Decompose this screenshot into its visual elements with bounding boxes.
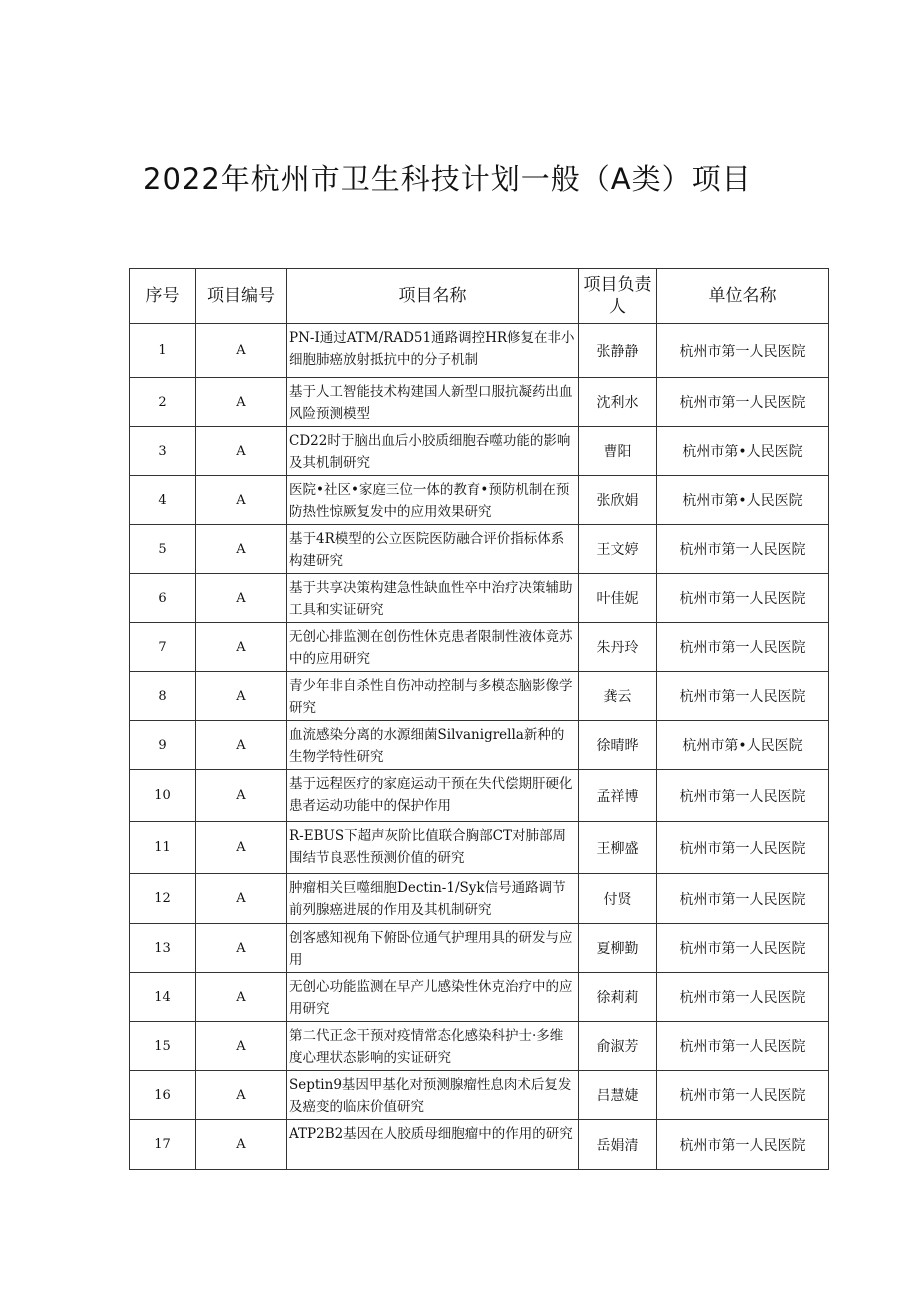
row-org: 杭州市第一人民医院 xyxy=(657,874,829,924)
row-leader: 付贤 xyxy=(579,874,657,924)
row-code: A xyxy=(196,721,287,770)
page-title: 2022年杭州市卫生科技计划一般（A类）项目 xyxy=(143,162,752,196)
row-code: A xyxy=(196,770,287,822)
row-name: 青少年非自杀性自伤冲动控制与多模态脑影像学研究 xyxy=(287,672,579,721)
row-index: 15 xyxy=(130,1022,196,1071)
table-row xyxy=(130,924,829,973)
row-leader: 张欣娟 xyxy=(579,476,657,525)
row-code: A xyxy=(196,378,287,427)
row-org: 杭州市第•人民医院 xyxy=(657,476,829,525)
row-leader: 岳娟清 xyxy=(579,1120,657,1170)
row-code: A xyxy=(196,427,287,476)
row-leader: 龚云 xyxy=(579,672,657,721)
row-leader: 王文婷 xyxy=(579,525,657,574)
row-leader: 叶佳妮 xyxy=(579,574,657,623)
row-name: 创客感知视角下俯卧位通气护理用具的研发与应用 xyxy=(287,924,579,973)
row-leader: 王柳盛 xyxy=(579,822,657,874)
header-code: 项目编号 xyxy=(196,269,287,324)
row-name: 基于共享决策构建急性缺血性卒中治疗决策辅助工具和实证研究 xyxy=(287,574,579,623)
row-org: 杭州市第一人民医院 xyxy=(657,574,829,623)
row-leader: 朱丹玲 xyxy=(579,623,657,672)
row-org: 杭州市第一人民医院 xyxy=(657,1071,829,1120)
row-org: 杭州市第一人民医院 xyxy=(657,822,829,874)
table-row xyxy=(130,427,829,476)
table-row xyxy=(130,525,829,574)
row-index: 10 xyxy=(130,770,196,822)
row-index: 6 xyxy=(130,574,196,623)
row-index: 11 xyxy=(130,822,196,874)
row-leader: 曹阳 xyxy=(579,427,657,476)
table-row xyxy=(130,874,829,924)
row-index: 7 xyxy=(130,623,196,672)
row-index: 3 xyxy=(130,427,196,476)
row-org: 杭州市第一人民医院 xyxy=(657,973,829,1022)
row-org: 杭州市第•人民医院 xyxy=(657,427,829,476)
row-index: 5 xyxy=(130,525,196,574)
row-org: 杭州市第一人民医院 xyxy=(657,770,829,822)
row-code: A xyxy=(196,574,287,623)
row-code: A xyxy=(196,476,287,525)
row-leader: 孟祥博 xyxy=(579,770,657,822)
row-code: A xyxy=(196,874,287,924)
table-row xyxy=(130,770,829,822)
table-row xyxy=(130,1022,829,1071)
row-leader: 吕慧婕 xyxy=(579,1071,657,1120)
row-name: 肿瘤相关巨噬细胞Dectin-1/Syk信号通路调节前列腺癌进展的作用及其机制研究 xyxy=(287,874,579,924)
row-name: PN-I通过ATM/RAD51通路调控HR修复在非小细胞肺癌放射抵抗中的分子机制 xyxy=(287,324,579,378)
table-row xyxy=(130,973,829,1022)
row-leader: 夏柳勤 xyxy=(579,924,657,973)
table-row xyxy=(130,1120,829,1170)
row-code: A xyxy=(196,1022,287,1071)
row-code: A xyxy=(196,822,287,874)
table-row xyxy=(130,623,829,672)
row-code: A xyxy=(196,623,287,672)
row-leader: 沈利水 xyxy=(579,378,657,427)
row-leader: 徐莉莉 xyxy=(579,973,657,1022)
row-leader: 俞淑芳 xyxy=(579,1022,657,1071)
table-row xyxy=(130,721,829,770)
table-row xyxy=(130,476,829,525)
header-name: 项目名称 xyxy=(287,269,579,324)
row-leader: 张静静 xyxy=(579,324,657,378)
table-row xyxy=(130,672,829,721)
row-name: Septin9基因甲基化对预测腺瘤性息肉术后复发及癌变的临床价值研究 xyxy=(287,1071,579,1120)
row-index: 17 xyxy=(130,1120,196,1170)
row-org: 杭州市第一人民医院 xyxy=(657,623,829,672)
row-name: CD22时于脑出血后小胶质细胞吞噬功能的影响及其机制研究 xyxy=(287,427,579,476)
row-leader: 徐晴晔 xyxy=(579,721,657,770)
row-name: ATP2B2基因在人胶质母细胞瘤中的作用的研究 xyxy=(287,1120,579,1170)
header-leader: 项目负责人 xyxy=(579,269,657,324)
row-code: A xyxy=(196,324,287,378)
row-name: 血流感染分离的水源细菌Silvanigrella新种的生物学特性研究 xyxy=(287,721,579,770)
row-name: 基于人工智能技术构建国人新型口服抗凝药出血风险预测模型 xyxy=(287,378,579,427)
header-index: 序号 xyxy=(130,269,196,324)
row-code: A xyxy=(196,1120,287,1170)
row-index: 16 xyxy=(130,1071,196,1120)
row-name: 基于4R模型的公立医院医防融合评价指标体系构建研究 xyxy=(287,525,579,574)
row-code: A xyxy=(196,1071,287,1120)
row-code: A xyxy=(196,924,287,973)
project-table xyxy=(129,268,829,1170)
row-org: 杭州市第一人民医院 xyxy=(657,525,829,574)
row-org: 杭州市第一人民医院 xyxy=(657,324,829,378)
header-org: 单位名称 xyxy=(657,269,829,324)
table-header-row xyxy=(130,269,829,324)
row-name: R-EBUS下超声灰阶比值联合胸部CT对肺部周围结节良恶性预测价值的研究 xyxy=(287,822,579,874)
row-name: 无创心功能监测在早产儿感染性休克治疗中的应用研究 xyxy=(287,973,579,1022)
row-index: 4 xyxy=(130,476,196,525)
row-index: 14 xyxy=(130,973,196,1022)
row-org: 杭州市第一人民医院 xyxy=(657,672,829,721)
row-index: 1 xyxy=(130,324,196,378)
row-org: 杭州市第一人民医院 xyxy=(657,1022,829,1071)
row-org: 杭州市第一人民医院 xyxy=(657,378,829,427)
row-index: 12 xyxy=(130,874,196,924)
row-code: A xyxy=(196,973,287,1022)
row-org: 杭州市第一人民医院 xyxy=(657,924,829,973)
table-row xyxy=(130,324,829,378)
row-code: A xyxy=(196,525,287,574)
row-name: 基于远程医疗的家庭运动干预在失代偿期肝硬化患者运动功能中的保护作用 xyxy=(287,770,579,822)
row-index: 9 xyxy=(130,721,196,770)
row-org: 杭州市第一人民医院 xyxy=(657,1120,829,1170)
row-name: 第二代正念干预对疫情常态化感染科护士·多维度心理状态影响的实证研究 xyxy=(287,1022,579,1071)
table-row xyxy=(130,574,829,623)
table-row xyxy=(130,1071,829,1120)
table-row xyxy=(130,822,829,874)
row-name: 医院•社区•家庭三位一体的教育•预防机制在预防热性惊厥复发中的应用效果研究 xyxy=(287,476,579,525)
table-row xyxy=(130,378,829,427)
row-index: 13 xyxy=(130,924,196,973)
row-index: 8 xyxy=(130,672,196,721)
row-code: A xyxy=(196,672,287,721)
row-index: 2 xyxy=(130,378,196,427)
row-org: 杭州市第•人民医院 xyxy=(657,721,829,770)
row-name: 无创心排监测在创伤性休克患者限制性液体竟苏中的应用研究 xyxy=(287,623,579,672)
